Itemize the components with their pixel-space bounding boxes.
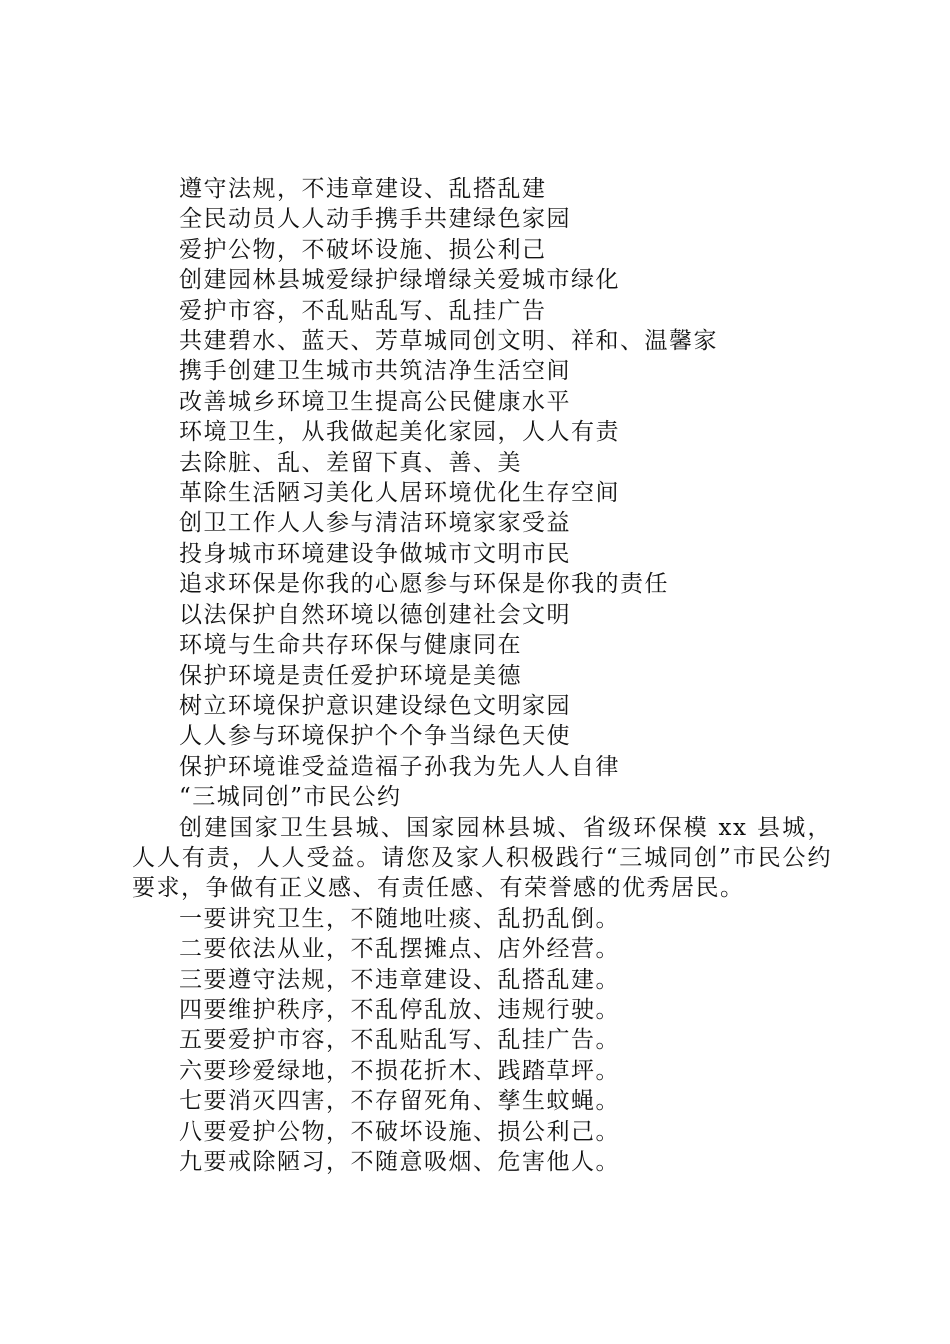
convention-items <box>132 904 832 1178</box>
convention-item: 四要维护秩序，不乱停乱放、违规行驶。 <box>179 996 620 1023</box>
convention-item: 六要珍爱绿地，不损花折木、践踏草坪。 <box>179 1057 620 1084</box>
slogan-line: 环境卫生，从我做起美化家园，人人有责 <box>179 419 620 446</box>
slogan-line: 保护环境谁受益造福子孙我为先人人自律 <box>179 753 620 780</box>
convention-item: 五要爱护市容，不乱贴乱写、乱挂广告。 <box>179 1027 620 1054</box>
slogan-line: 环境与生命共存环保与健康同在 <box>179 632 522 659</box>
document-body <box>132 174 832 1177</box>
slogan-line: 投身城市环境建设争做城市文明市民 <box>179 540 571 567</box>
slogan-line: 革除生活陋习美化人居环境优化生存空间 <box>179 480 620 507</box>
convention-intro: 创建国家卫生县城、国家园林县城、省级环保模 xx 县城，人人有责，人人受益。请您及家人积极践行“三城同创”市民公约要求，争做有正义感、有责任感、有荣誉感的优秀居民。 <box>132 814 832 902</box>
convention-title: “三城同创”市民公约 <box>179 784 402 811</box>
slogan-line: 创建园林县城爱绿护绿增绿关爱城市绿化 <box>179 267 620 294</box>
slogan-line: 爱护公物，不破坏设施、损公利己 <box>179 236 547 263</box>
convention-item: 三要遵守法规，不违章建设、乱搭乱建。 <box>179 966 620 993</box>
slogan-list <box>132 174 832 782</box>
convention-item: 九要戒除陋习，不随意吸烟、危害他人。 <box>179 1149 620 1175</box>
convention-item: 一要讲究卫生，不随地吐痰、乱扔乱倒。 <box>179 905 620 932</box>
slogan-line: 以法保护自然环境以德创建社会文明 <box>179 601 571 628</box>
slogan-line: 保护环境是责任爱护环境是美德 <box>179 662 522 689</box>
convention-item: 七要消灭四害，不存留死角、孳生蚊蝇。 <box>179 1088 620 1115</box>
slogan-line: 遵守法规，不违章建设、乱搭乱建 <box>179 176 547 202</box>
slogan-line: 创卫工作人人参与清洁环境家家受益 <box>179 510 571 537</box>
slogan-line: 携手创建卫生城市共筑洁净生活空间 <box>179 358 571 385</box>
slogan-line: 改善城乡环境卫生提高公民健康水平 <box>179 388 571 415</box>
slogan-line: 全民动员人人动手携手共建绿色家园 <box>179 206 571 233</box>
slogan-line: 去除脏、乱、差留下真、善、美 <box>179 449 522 476</box>
slogan-line: 共建碧水、蓝天、芳草城同创文明、祥和、温馨家 <box>179 328 718 355</box>
slogan-line: 爱护市容，不乱贴乱写、乱挂广告 <box>179 297 547 324</box>
slogan-line: 树立环境保护意识建设绿色文明家园 <box>179 692 571 719</box>
slogan-line: 人人参与环境保护个个争当绿色天使 <box>179 723 571 750</box>
slogan-line: 追求环保是你我的心愿参与环保是你我的责任 <box>179 571 669 598</box>
convention-item: 八要爱护公物，不破坏设施、损公利己。 <box>179 1118 620 1145</box>
convention-item: 二要依法从业，不乱摆摊点、店外经营。 <box>179 936 620 963</box>
